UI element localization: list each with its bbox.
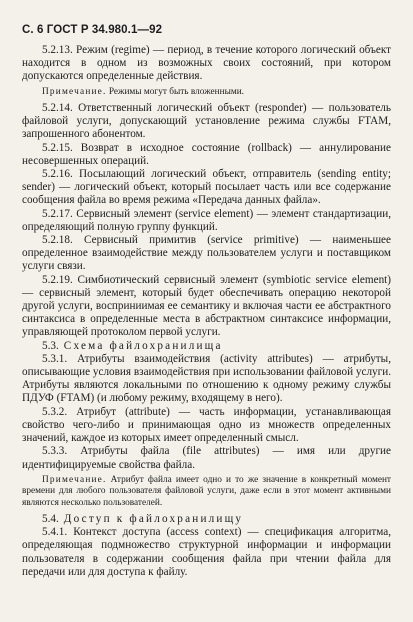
section-heading: [22, 513, 391, 526]
section-title: Схема файлохранилища: [58, 339, 223, 352]
page-header: С. 6 ГОСТ Р 34.980.1—92: [22, 24, 163, 36]
paragraph: 5.2.17. Сервисный элемент (service element) — элемент стандартизации, определяющий полную группу функций.: [22, 207, 391, 233]
paragraph: 5.3.3. Атрибуты файла (file attributes) — имя или другие идентифицируемые свойства файла.: [22, 445, 391, 471]
note-text: Атрибут файла имеет одно и то же значение в конкретный момент времени для любого пользователя файловой услуги, даже если в этот момент активными являются несколько пользователей.: [22, 474, 391, 508]
note: [22, 87, 391, 98]
note: [22, 475, 391, 509]
paragraph: 5.2.15. Возврат в исходное состояние (rollback) — аннулирование несовершенных операций.: [22, 141, 391, 167]
paragraph: 5.2.19. Симбиотический сервисный элемент (symbiotic service element) — сервисный элемент, который будет обеспечивать операцию некоторой другой услуги, восприниимая ее семантику и включая части ее абстрактного синтаксиса в определенные места в абстрактном синтаксисе информации, управляющей протоколом первой услуги.: [22, 273, 391, 339]
paragraph: 5.2.18. Сервисный примитив (service primitive) — наименьшее определенное взаимодействие между пользователем услуги и поставщиком услуги связи.: [22, 234, 391, 273]
paragraph: 5.2.16. Посылающий логический объект, отправитель (sending entity; sender) — логический объект, который посылает часть или все содержание сообщения файла во время режима «Передача данных файла».: [22, 168, 391, 207]
section-number: 5.3.: [42, 339, 59, 352]
paragraph: 5.2.13. Режим (regime) — период, в течение которого логический объект находится в одном из возможных своих состояний, при котором допускаются определенные действия.: [22, 44, 391, 83]
note-text: Режимы могут быть вложенными.: [106, 86, 244, 97]
paragraph: 5.4.1. Контекст доступа (access context) — спецификация алгоритма, определяющая подмножество структурной информации и информации пользователя в содержании сообщения файла при чтении файла для передачи или для доступа к файлу.: [22, 526, 391, 578]
note-label: Примечание.: [42, 86, 107, 97]
paragraph: 5.3.1. Атрибуты взаимодействия (activity attributes) — атрибуты, описывающие условия взаимодействия при использовании файловой услуги. Атрибуты являются локальными по отношению к одному режиму службы ПДУФ (FTAM) (и любому режиму, входящему в него).: [22, 352, 391, 405]
note-label: Примечание.: [42, 474, 107, 485]
section-heading: [22, 340, 391, 353]
paragraph: 5.3.2. Атрибут (attribute) — часть информации, устанавливающая свойство чего-либо и принимающая одно из множеств определенных значений, каждое из которых имеет определенный смысл.: [22, 405, 391, 445]
section-title: Доступ к файлохранилищу: [58, 512, 244, 525]
paragraph: 5.2.14. Ответственный логический объект (responder) — пользователь файловой услуги, допускающий установление режима службы FTAM, запрошенного абонентом.: [22, 102, 391, 141]
section-number: 5.4.: [42, 512, 59, 525]
document-body: [22, 44, 391, 579]
